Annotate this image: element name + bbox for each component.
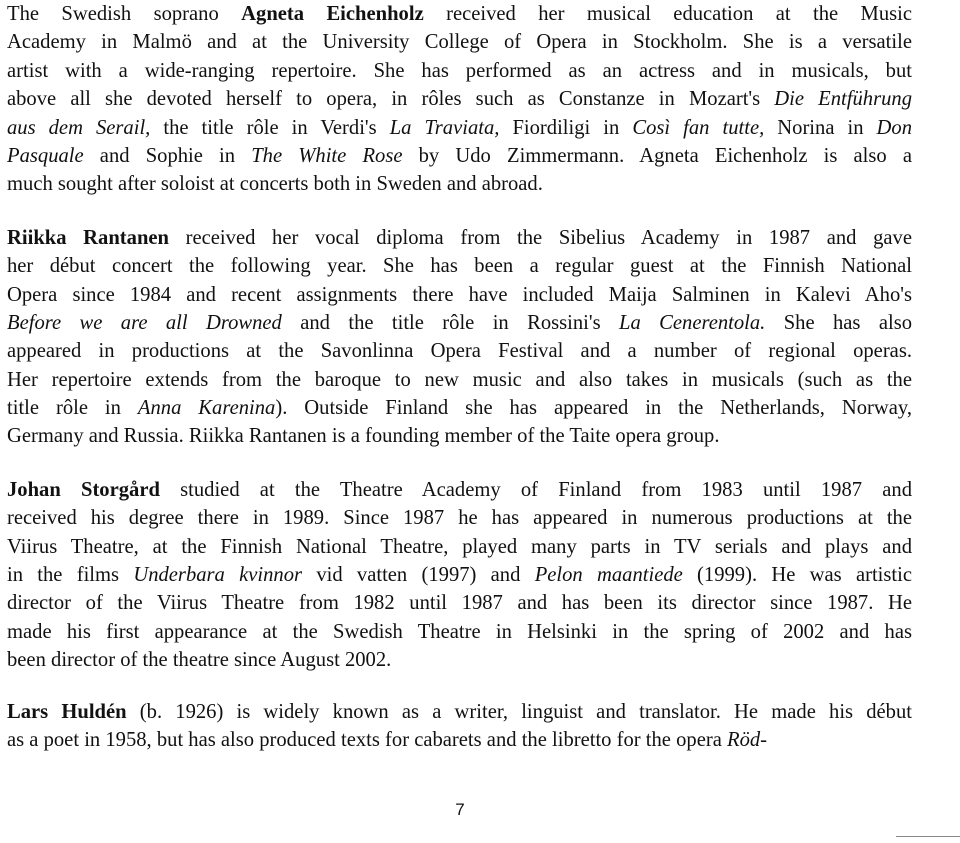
text-run: ). Outside Finland she has appeared in the Netherlands, Norway, <box>275 397 912 420</box>
text-run: much sought after soloist at concerts both in Sweden and abroad. <box>7 173 543 196</box>
text-run: Fiordiligi in <box>499 116 633 139</box>
work-title: Così fan tutte, <box>632 116 765 139</box>
text-run: made his first appearance at the Swedish Theatre in Helsinki in the spring of 2002 and has <box>7 620 912 643</box>
text-line <box>7 0 912 28</box>
work-title: Pelon maantiede <box>534 564 683 587</box>
text-line <box>7 142 912 170</box>
text-run: her début concert the following year. She has been a regular guest at the Finnish National <box>7 255 912 278</box>
person-name: Agneta Eichenholz <box>241 3 424 25</box>
text-run: studied at the Theatre Academy of Finland from 1983 until 1987 and <box>159 478 913 501</box>
text-line <box>7 476 912 504</box>
paragraph-gap <box>7 199 912 224</box>
text-run: as a poet in 1958, but has also produced texts for cabarets and the libretto for the opera <box>7 728 727 751</box>
work-title: Before we are all Drowned <box>7 311 282 334</box>
work-title: La Cenerentola. <box>619 311 766 334</box>
text-run: Norina in <box>764 116 877 139</box>
paragraph-agneta-eichenholz <box>7 0 912 199</box>
person-name: Johan Storgård <box>7 478 160 501</box>
text-line <box>7 504 912 532</box>
text-line <box>7 252 912 280</box>
text-run: been director of the theatre since August 2002. <box>7 649 392 672</box>
text-run: (b. 1926) is widely known as a writer, linguist and translator. He made his début <box>126 700 912 723</box>
paragraph-gap <box>7 675 912 698</box>
text-line <box>7 281 912 309</box>
text-line <box>7 646 912 674</box>
text-run: vid vatten (1997) and <box>302 564 535 587</box>
text-line <box>7 224 912 252</box>
text-line <box>7 618 912 646</box>
work-title: Anna Karenina <box>137 397 276 420</box>
text-run: appeared in productions at the Savonlinna Opera Festival and a number of regional operas. <box>7 340 912 363</box>
paragraph-riikka-rantanen <box>7 224 912 451</box>
text-run: Viirus Theatre, at the Finnish National Theatre, played many parts in TV serials and plays and <box>7 535 912 558</box>
text-run: and Sophie in <box>83 144 252 167</box>
text-run: the title rôle in Verdi's <box>150 116 390 139</box>
text-run: director of the Viirus Theatre from 1982 until 1987 and has been its director since 1987. He <box>7 592 912 615</box>
text-run: The Swedish soprano <box>7 3 242 25</box>
work-title: Pasquale <box>7 144 84 167</box>
person-name: Riikka Rantanen <box>7 226 169 249</box>
text-line <box>7 57 912 85</box>
text-line <box>7 309 912 337</box>
text-run: Opera since 1984 and recent assignments there have included Maija Salminen in Kalevi Aho's <box>7 283 912 306</box>
work-title: aus dem Serail, <box>7 116 151 139</box>
text-run: (1999). He was artistic <box>682 564 912 587</box>
work-title: Die Entführung <box>774 88 912 111</box>
text-line <box>7 726 912 754</box>
text-run: by Udo Zimmermann. Agneta Eichenholz is also a <box>402 144 912 167</box>
text-run: received her musical education at the Music <box>423 3 913 25</box>
paragraph-gap <box>7 451 912 476</box>
paragraph-johan-storgard <box>7 476 912 675</box>
text-line <box>7 366 912 394</box>
footer-rule <box>896 836 960 837</box>
text-line <box>7 394 912 422</box>
work-title: La Traviata, <box>389 116 500 139</box>
text-line <box>7 561 912 589</box>
text-run: above all she devoted herself to opera, in rôles such as Constanze in Mozart's <box>7 88 775 111</box>
text-run: Her repertoire extends from the baroque to new music and also takes in musicals (such as the <box>7 368 912 391</box>
text-run: in the films <box>7 564 134 587</box>
text-run: artist with a wide-ranging repertoire. She has performed as an actress and in musicals, but <box>7 59 912 82</box>
document-page <box>7 0 912 754</box>
text-run: received her vocal diploma from the Sibelius Academy in 1987 and gave <box>169 226 912 249</box>
text-run: and the title rôle in Rossini's <box>281 311 620 334</box>
text-line <box>7 170 912 198</box>
work-title: Röd- <box>726 728 768 751</box>
page-number: 7 <box>455 800 465 819</box>
text-run: received his degree there in 1989. Since 1987 he has appeared in numerous productions at the <box>7 507 912 530</box>
paragraph-lars-hulden <box>7 698 912 755</box>
text-line <box>7 337 912 365</box>
text-run: Germany and Russia. Riikka Rantanen is a founding member of the Taite opera group. <box>7 425 720 448</box>
person-name: Lars Huldén <box>7 700 127 723</box>
text-line <box>7 422 912 450</box>
text-line <box>7 533 912 561</box>
text-run: title rôle in <box>7 397 138 420</box>
text-line <box>7 589 912 617</box>
text-line <box>7 114 912 142</box>
text-line <box>7 85 912 113</box>
work-title: The White Rose <box>251 144 403 167</box>
text-line <box>7 28 912 56</box>
text-line <box>7 698 912 726</box>
text-run: Academy in Malmö and at the University College of Opera in Stockholm. She is a versatile <box>7 31 912 54</box>
work-title: Don <box>876 116 913 139</box>
text-run: She has also <box>765 311 913 334</box>
work-title: Underbara kvinnor <box>133 564 303 587</box>
